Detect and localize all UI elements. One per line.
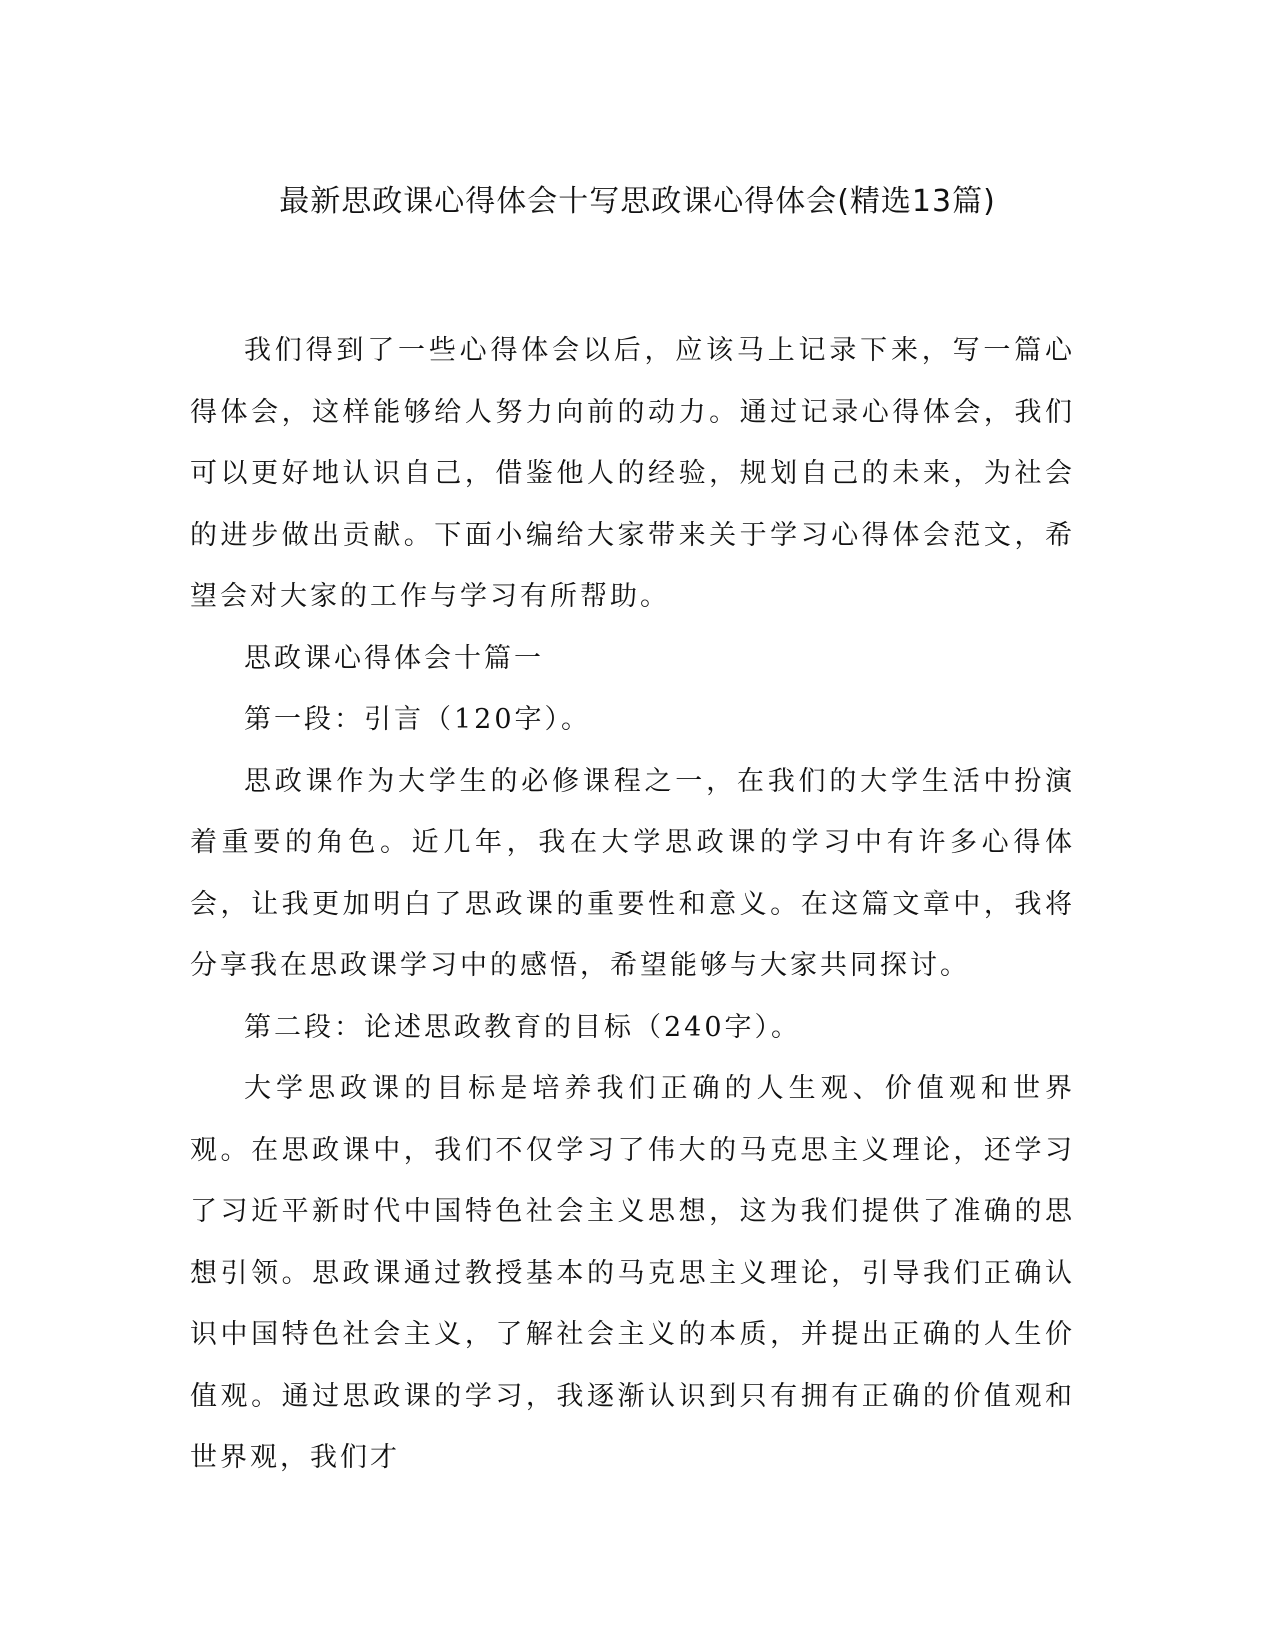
intro-paragraph: 我们得到了一些心得体会以后，应该马上记录下来，写一篇心得体会，这样能够给人努力向前的动力。通过记录心得体会，我们可以更好地认识自己，借鉴他人的经验，规划自己的未来，为社会的进步做出贡献。下面小编给大家带来关于学习心得体会范文，希望会对大家的工作与学习有所帮助。 xyxy=(190,335,1075,612)
subsection-heading: 第一段：引言（120字）。 xyxy=(244,704,592,735)
subsection-heading: 第二段：论述思政教育的目标（240字）。 xyxy=(244,1011,802,1043)
section-heading: 思政课心得体会十篇一 xyxy=(244,642,544,674)
body-paragraph: 大学思政课的目标是培养我们正确的人生观、价值观和世界观。在思政课中，我们不仅学习了伟大的马克思主义理论，还学习了习近平新时代中国特色社会主义思想，这为我们提供了准确的思想引领。思政课通过教授基本的马克思主义理论，引导我们正确认识中国特色社会主义，了解社会主义的本质，并提出正确的人生价值观。通过思政课的学习，我逐渐认识到只有拥有正确的价值观和世界观，我们才 xyxy=(190,1073,1075,1473)
document-body xyxy=(190,320,1075,1489)
body-paragraph: 思政课作为大学生的必修课程之一，在我们的大学生活中扮演着重要的角色。近几年，我在大学思政课的学习中有许多心得体会，让我更加明白了思政课的重要性和意义。在这篇文章中，我将分享我在思政课学习中的感悟，希望能够与大家共同探讨。 xyxy=(190,765,1075,981)
document-title: 最新思政课心得体会十写思政课心得体会(精选13篇) xyxy=(279,184,996,219)
